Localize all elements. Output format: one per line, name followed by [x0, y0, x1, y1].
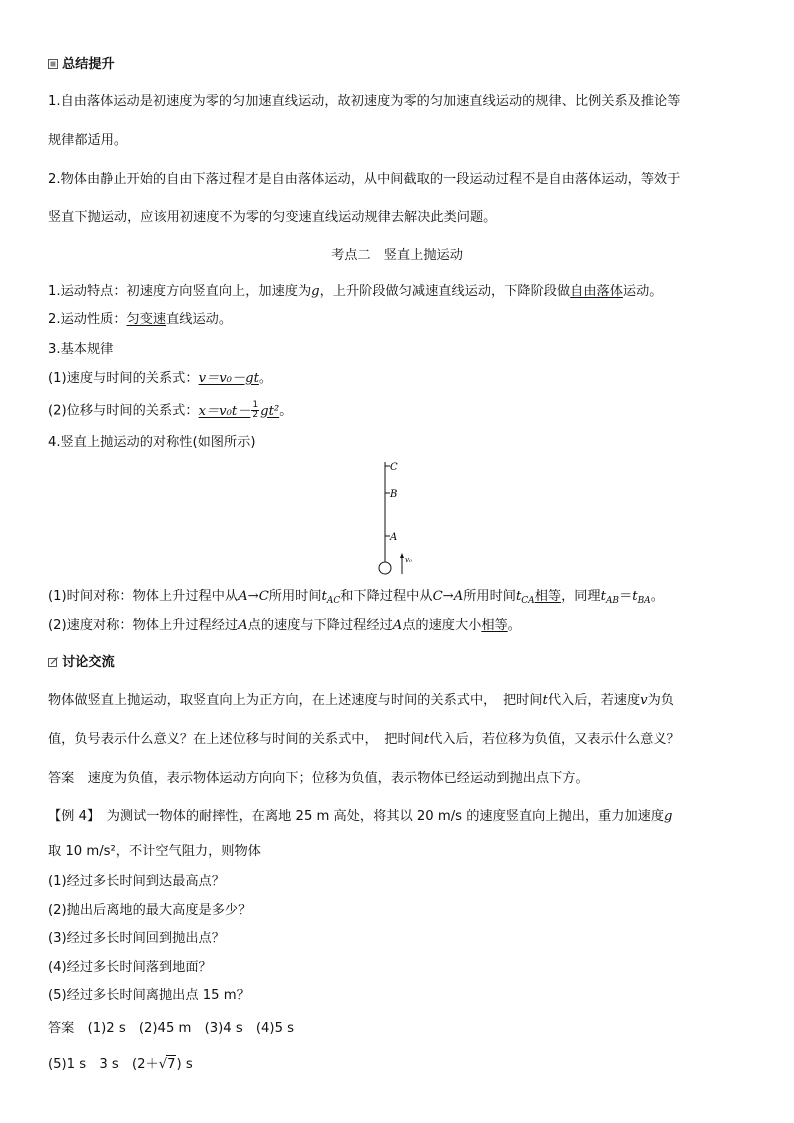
sym1-t-ac-sub: AC — [326, 596, 341, 606]
vertical-throw-diagram — [370, 458, 430, 578]
sym1-t3: t — [600, 589, 606, 604]
discussion-q1b: 代入后，若速度 — [547, 693, 641, 708]
summary-p1a: 1.自由落体运动是初速度为零的匀加速直线运动，故初速度为零的匀加速直线运动的规律、比例关系及推论等 — [48, 94, 681, 109]
summary-p2b: 竖直下抛运动，应该用初速度不为零的匀变速直线运动规律去解决此类问题。 — [48, 210, 497, 225]
sym1-mid4: ，同理 — [561, 589, 601, 604]
sym2-a1: A — [238, 618, 248, 633]
item1-g: g — [311, 284, 320, 299]
discussion-heading-text: 讨论交流 — [62, 655, 115, 670]
label-a: A — [390, 532, 398, 543]
summary-heading — [48, 56, 115, 74]
topic2-item3: 3.基本规律 — [48, 342, 114, 357]
label-b: B — [390, 489, 398, 500]
topic2-item4: 4.竖直上抛运动的对称性(如图所示) — [48, 435, 256, 450]
topic2-item3-1 — [48, 370, 272, 388]
v0-arrowhead — [400, 553, 404, 558]
discussion-q2-t: t — [423, 732, 430, 747]
example4-line2: 取 10 m/s²，不计空气阻力，则物体 — [48, 844, 261, 859]
sym1-t-ca-sub: CA — [521, 596, 535, 606]
item3-1-prefix: (1)速度与时间的关系式： — [48, 371, 199, 386]
sym1-t-ab-sub: AB — [605, 596, 620, 606]
sym1-t-ba-sub: BA — [637, 596, 651, 606]
summary-heading-text: 总结提升 — [62, 57, 115, 72]
discussion-q2b: 代入后，若位移为负值，又表示什么意义？ — [429, 732, 680, 747]
summary-p2a: 2.物体由静止开始的自由下落过程才是自由落体运动，从中间截取的一段运动过程不是自由落体运动，等效于 — [48, 172, 681, 187]
sym2-a2: A — [392, 618, 403, 633]
example4-q2: (2)抛出后离地的最大高度是多少？ — [48, 903, 252, 918]
example4-answer1 — [48, 1020, 294, 1038]
item2-prefix: 2.运动性质： — [48, 312, 127, 327]
symmetry-time — [48, 588, 664, 610]
example4-label: 【例 4】 — [48, 809, 94, 824]
discussion-q1-v: v — [640, 693, 648, 708]
item2-end: 直线运动。 — [166, 312, 233, 327]
sym2-mid: 点的速度与下降过程经过 — [247, 618, 393, 633]
example4-q3: (3)经过多长时间回到抛出点？ — [48, 931, 225, 946]
item1-prefix: 1.运动特点：初速度方向竖直向上，加速度为 — [48, 284, 312, 299]
sym1-equals: ＝ — [619, 589, 633, 604]
fraction-denominator: 2 — [252, 410, 259, 420]
label-v0: v₀ — [405, 556, 412, 564]
sym2-end: 。 — [507, 618, 521, 633]
discussion-answer-label: 答案 — [48, 771, 75, 786]
topic2-title: 考点二 竖直上抛运动 — [331, 248, 463, 263]
sym1-underlined: 相等 — [534, 589, 562, 604]
topic2-item1 — [48, 283, 662, 301]
grid-square-icon — [48, 59, 58, 69]
discussion-answer-text: 速度为负值，表示物体运动方向向下；位移为负值，表示物体已经运动到抛出点下方。 — [87, 771, 589, 786]
topic2-item3-2 — [48, 401, 292, 421]
sym1-t: t — [321, 589, 327, 604]
ball — [379, 562, 391, 574]
item3-2-prefix: (2)位移与时间的关系式： — [48, 403, 199, 419]
sym1-mid1: 所用时间 — [268, 589, 322, 604]
example4-answer-label: 答案 — [48, 1021, 75, 1036]
sym1-t2: t — [515, 589, 522, 604]
discussion-q2a: 值，负号表示什么意义？在上述位移与时间的关系式中， 把时间 — [48, 732, 424, 747]
discussion-q1-t: t — [542, 693, 548, 708]
displacement-formula-b: gt² — [260, 403, 280, 419]
discussion-q1a: 物体做竖直上抛运动，取竖直向上为正方向，在上述速度与时间的关系式中， 把时间 — [48, 693, 543, 708]
example4-answer2a: (5)1 s 3 s (2＋ — [48, 1057, 159, 1072]
summary-p1b: 规律都适用。 — [48, 133, 128, 148]
item1-underlined: 自由落体 — [570, 284, 623, 299]
half-fraction — [251, 401, 259, 420]
displacement-formula-a: x＝v₀t－ — [198, 403, 251, 419]
sqrt-radicand: 7 — [167, 1057, 176, 1072]
item3-2-end: 。 — [279, 403, 293, 419]
fraction-numerator: 1 — [252, 400, 259, 410]
example4-g: g — [664, 809, 673, 824]
sym1-mid3: 所用时间 — [463, 589, 516, 604]
discussion-answer — [48, 770, 589, 788]
sym2-underlined: 相等 — [481, 618, 508, 633]
edit-icon — [48, 657, 58, 667]
item1-mid: ，上升阶段做匀减速直线运动，下降阶段做 — [319, 284, 571, 299]
example4-q4: (4)经过多长时间落到地面？ — [48, 960, 212, 975]
sym2-mid2: 点的速度大小 — [402, 618, 482, 633]
sym1-c-to-a: C→A — [432, 589, 464, 604]
discussion-q2 — [48, 731, 680, 749]
discussion-q1 — [48, 692, 674, 710]
sym1-a-to-c: A→C — [238, 589, 269, 604]
example4-answer1-text: (1)2 s (2)45 m (3)4 s (4)5 s — [87, 1021, 295, 1036]
sym1-t4: t — [632, 589, 638, 604]
velocity-formula: v＝v₀－gt — [198, 371, 259, 386]
item3-1-end: 。 — [258, 371, 273, 386]
discussion-heading — [48, 654, 115, 672]
example4-text-a: 为测试一物体的耐摔性，在离地 25 m 高处，将其以 20 m/s 的速度竖直向上抛出，重力加速度 — [106, 809, 665, 824]
item1-end: 运动。 — [622, 284, 663, 299]
sym1-end: 。 — [650, 589, 664, 604]
label-c: C — [390, 462, 398, 473]
symmetry-velocity — [48, 617, 521, 635]
example4-q5: (5)经过多长时间离抛出点 15 m？ — [48, 988, 250, 1003]
example4-q1: (1)经过多长时间到达最高点？ — [48, 874, 225, 889]
example4-answer2 — [48, 1055, 193, 1074]
example4-line1 — [48, 808, 672, 826]
item2-underlined: 匀变速 — [126, 312, 167, 327]
sym1-prefix: (1)时间对称：物体上升过程中从 — [48, 589, 239, 604]
sym1-mid2: 和下降过程中从 — [340, 589, 433, 604]
sqrt-symbol: √ — [158, 1057, 168, 1072]
discussion-q1c: 为负 — [647, 693, 674, 708]
sym2-prefix: (2)速度对称：物体上升过程经过 — [48, 618, 239, 633]
example4-answer2b: ) s — [176, 1057, 193, 1072]
topic2-item2 — [48, 311, 232, 329]
